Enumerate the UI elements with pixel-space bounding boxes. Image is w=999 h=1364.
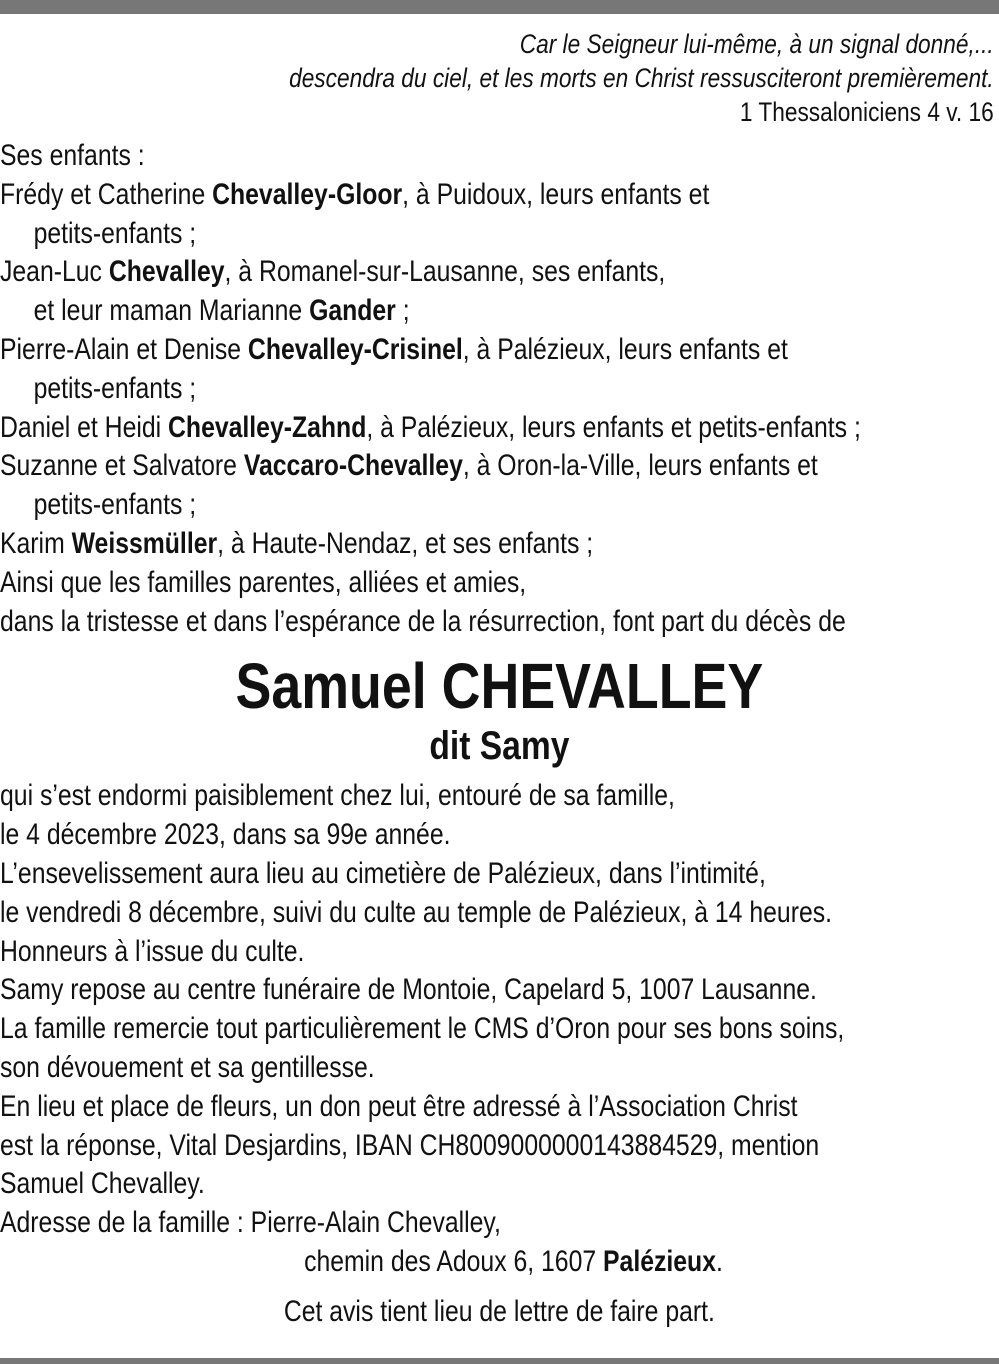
text-segment: , à Palézieux, leurs enfants et	[462, 332, 788, 366]
text-segment: et leur maman Marianne	[33, 294, 310, 328]
family-line	[0, 331, 999, 370]
verse-reference: 1 Thessaloniciens 4 v. 16	[739, 97, 994, 127]
text-segment: Karim	[0, 526, 72, 560]
family-line	[0, 215, 999, 254]
bible-verse	[0, 27, 999, 129]
body-line	[0, 816, 999, 855]
text-segment: , à Puidoux, leurs enfants et	[402, 177, 710, 211]
bottom-rule	[0, 1358, 999, 1364]
bold-name: Weissmüller	[71, 526, 218, 560]
family-line	[0, 486, 999, 525]
text-segment: , à Romanel-sur-Lausanne, ses enfants,	[224, 255, 666, 289]
text-segment: petits-enfants ;	[33, 216, 197, 250]
body-line	[0, 1243, 999, 1282]
bold-name: Chevalley	[108, 255, 225, 289]
text-segment: Adresse de la famille : Pierre-Alain Chevalley,	[0, 1206, 501, 1240]
deceased-name: Samuel CHEVALLEY	[235, 650, 764, 723]
body-line	[0, 1127, 999, 1166]
text-segment: Ses enfants :	[0, 139, 145, 172]
text-segment: son dévouement et sa gentillesse.	[0, 1050, 375, 1084]
family-line	[0, 253, 999, 292]
text-segment: Frédy et Catherine	[0, 177, 213, 211]
verse-line: descendra du ciel, et les morts en Christ ressusciteront premièrement.	[289, 63, 994, 93]
text-segment: est la réponse, Vital Desjardins, IBAN CH8009000000143884529, mention	[0, 1128, 820, 1162]
bold-name: Gander	[309, 294, 396, 328]
bold-name: Chevalley-Gloor	[212, 177, 403, 211]
notice-body	[0, 777, 999, 1281]
deceased-alias: dit Samy	[429, 724, 570, 769]
family-line	[0, 603, 999, 642]
text-segment: Suzanne et Salvatore	[0, 449, 244, 483]
family-line	[0, 176, 999, 215]
text-segment: le 4 décembre 2023, dans sa 99e année.	[0, 818, 451, 852]
text-segment: dans la tristesse et dans l’espérance de la résurrection, font part du décès de	[0, 604, 846, 638]
body-line	[0, 1049, 999, 1088]
text-segment: petits-enfants ;	[33, 488, 197, 522]
body-line	[0, 894, 999, 933]
bold-name: Chevalley-Zahnd	[168, 410, 367, 444]
text-segment: petits-enfants ;	[33, 371, 197, 405]
top-rule	[0, 0, 999, 14]
bold-name: Vaccaro-Chevalley	[243, 449, 463, 483]
family-list	[0, 137, 999, 641]
obituary-notice	[0, 14, 999, 1331]
body-line	[0, 1204, 999, 1243]
family-line	[0, 525, 999, 564]
body-line	[0, 855, 999, 894]
verse-line: Car le Seigneur lui-même, à un signal donné,...	[519, 29, 994, 59]
text-segment: .	[715, 1244, 723, 1278]
text-segment: Samy repose au centre funéraire de Montoie, Capelard 5, 1007 Lausanne.	[0, 973, 817, 1007]
text-segment: chemin des Adoux 6, 1607	[304, 1244, 604, 1278]
text-segment: En lieu et place de fleurs, un don peut être adressé à l’Association Christ	[0, 1089, 798, 1123]
text-segment: , à Haute-Nendaz, et ses enfants ;	[217, 526, 594, 560]
text-segment: Ainsi que les familles parentes, alliées et amies,	[0, 565, 527, 599]
text-segment: le vendredi 8 décembre, suivi du culte au temple de Palézieux, à 14 heures.	[0, 895, 833, 929]
family-line	[0, 370, 999, 409]
family-line	[0, 137, 999, 176]
text-segment: Honneurs à l’issue du culte.	[0, 934, 305, 968]
body-line	[0, 1010, 999, 1049]
text-segment: La famille remercie tout particulièrement le CMS d’Oron pour ses bons soins,	[0, 1012, 845, 1046]
text-segment: qui s’est endormi paisiblement chez lui, entouré de sa famille,	[0, 779, 675, 813]
text-segment: Samuel Chevalley.	[0, 1167, 205, 1201]
text-segment: Daniel et Heidi	[0, 410, 169, 444]
bold-name: Chevalley-Crisinel	[247, 332, 463, 366]
family-line	[0, 292, 999, 331]
bold-name: Palézieux	[603, 1244, 716, 1278]
text-segment: Jean-Luc	[0, 255, 109, 289]
text-segment: L’ensevelissement aura lieu au cimetière de Palézieux, dans l’intimité,	[0, 856, 766, 890]
closing-note: Cet avis tient lieu de lettre de faire part.	[283, 1294, 715, 1328]
family-line	[0, 447, 999, 486]
family-line	[0, 409, 999, 448]
text-segment: , à Oron-la-Ville, leurs enfants et	[462, 449, 818, 483]
text-segment: ;	[395, 294, 410, 328]
body-line	[0, 777, 999, 816]
body-line	[0, 1088, 999, 1127]
text-segment: , à Palézieux, leurs enfants et petits-enfants ;	[366, 410, 861, 444]
text-segment: Pierre-Alain et Denise	[0, 332, 248, 366]
body-line	[0, 1165, 999, 1204]
body-line	[0, 933, 999, 972]
family-line	[0, 564, 999, 603]
body-line	[0, 971, 999, 1010]
